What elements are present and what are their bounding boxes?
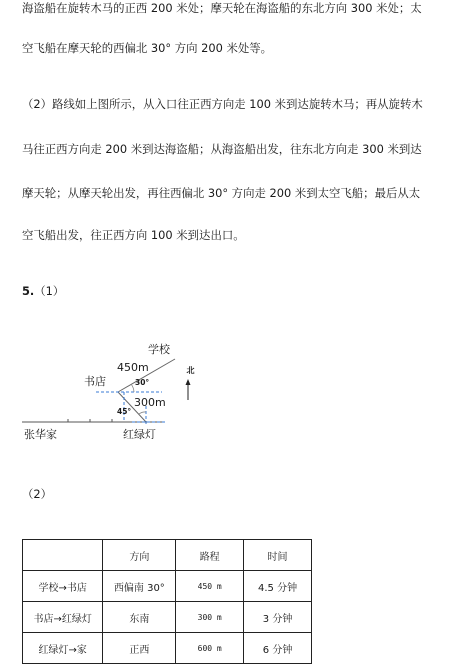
- label-home: 张华家: [24, 428, 57, 441]
- table-header-cell: [23, 540, 103, 571]
- table-header-row: [23, 540, 312, 571]
- label-angle-45: 45°: [117, 407, 132, 416]
- text-line-4: 马往正西方向走 200 米到达海盗船；从海盗船出发，往东北方向走 300 米到达: [22, 142, 422, 156]
- text-line-2: 空飞船在摩天轮的西偏北 30° 方向 200 米处等。: [22, 41, 273, 55]
- question-part-2: （2）: [22, 487, 53, 501]
- label-angle-30: 30°: [135, 378, 150, 387]
- table-header-cell: 时间: [244, 540, 312, 571]
- table-cell: 东南: [103, 602, 176, 633]
- angle-arc-30: [131, 384, 134, 392]
- table-cell: 正西: [103, 633, 176, 664]
- label-distance-300: 300m: [134, 396, 166, 409]
- table-cell: 600 m: [176, 633, 244, 664]
- table-cell: 书店→红绿灯: [23, 602, 103, 633]
- table-cell: 450 m: [176, 571, 244, 602]
- table-header-cell: 方向: [103, 540, 176, 571]
- label-bookstore: 书店: [84, 375, 106, 388]
- table-header-cell: 路程: [176, 540, 244, 571]
- question-part-1: （1）: [34, 284, 65, 298]
- text-line-5: 摩天轮；从摩天轮出发，再往西偏北 30° 方向走 200 米到太空飞船；最后从太: [22, 186, 421, 200]
- text-line-3: （2）路线如上图所示，从入口往正西方向走 100 米到达旋转木马；再从旋转木: [22, 97, 423, 111]
- table-row: [23, 571, 312, 602]
- north-arrow-head: [186, 379, 191, 385]
- text-line-6: 空飞船出发，往正西方向 100 米到达出口。: [22, 228, 245, 242]
- table-row: [23, 633, 312, 664]
- table-cell: 4.5 分钟: [244, 571, 312, 602]
- text-line-1: 海盗船在旋转木马的正西 200 米处；摩天轮在海盗船的东北方向 300 米处；太: [22, 1, 422, 15]
- table-cell: 300 m: [176, 602, 244, 633]
- table-cell: 3 分钟: [244, 602, 312, 633]
- question-5-heading: [22, 283, 452, 299]
- route-info-table: [22, 539, 312, 664]
- table-row: [23, 602, 312, 633]
- angle-arc-45: [139, 412, 146, 414]
- route-diagram: [0, 330, 466, 445]
- table-cell: 学校→书店: [23, 571, 103, 602]
- table-cell: 红绿灯→家: [23, 633, 103, 664]
- label-distance-450: 450m: [117, 361, 149, 374]
- label-traffic-light: 红绿灯: [123, 428, 156, 441]
- table-cell: 6 分钟: [244, 633, 312, 664]
- question-number: 5.: [22, 284, 35, 298]
- label-school: 学校: [148, 343, 170, 356]
- table-cell: 西偏南 30°: [103, 571, 176, 602]
- label-north: 北: [186, 366, 195, 374]
- route-diagram-svg: [0, 330, 466, 445]
